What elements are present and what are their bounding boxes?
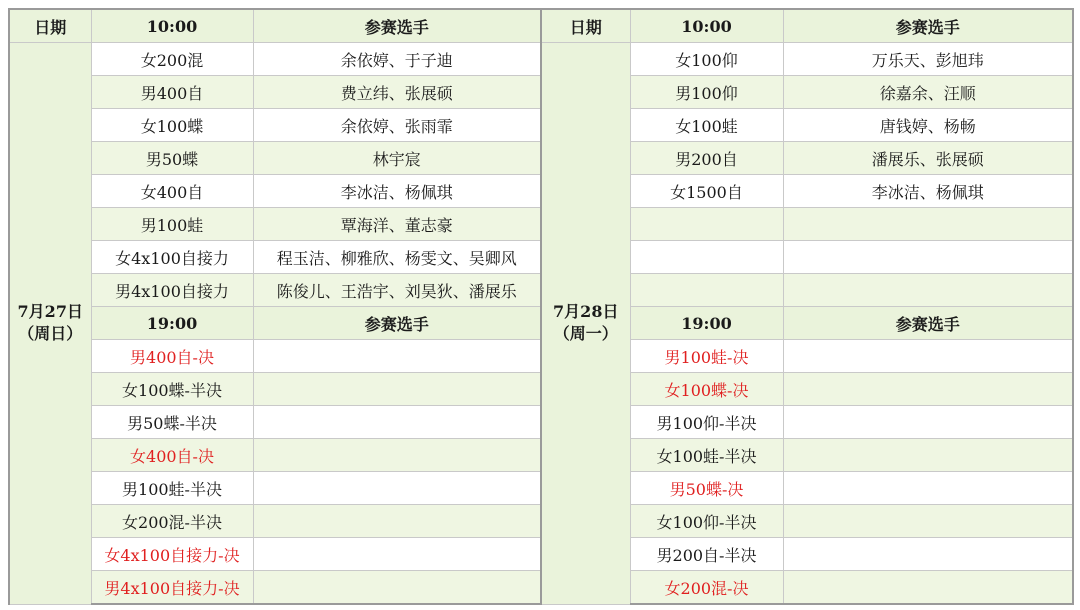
weekday-label: （周日） — [18, 324, 83, 344]
athletes-cell — [253, 571, 541, 605]
event-cell: 女100蛙-半决 — [630, 439, 783, 472]
athletes-cell: 费立纬、张展硕 — [253, 76, 541, 109]
athletes-cell — [783, 571, 1073, 605]
date-header: 日期 — [9, 9, 91, 43]
athletes-cell — [783, 406, 1073, 439]
date-cell — [541, 43, 630, 605]
event-cell: 女200混-半决 — [91, 505, 253, 538]
evening-time-header: 19:00 — [91, 307, 253, 340]
athletes-cell — [783, 340, 1073, 373]
athletes-cell — [253, 538, 541, 571]
event-cell: 男400自-决 — [91, 340, 253, 373]
schedule-body — [9, 9, 1073, 604]
athletes-cell: 李冰洁、杨佩琪 — [253, 175, 541, 208]
date-label: 7月28日 — [553, 302, 619, 322]
event-cell: 男4x100自接力 — [91, 274, 253, 307]
athletes-header: 参赛选手 — [253, 307, 541, 340]
athletes-cell — [783, 538, 1073, 571]
date-label: 7月27日 — [17, 302, 83, 322]
athletes-cell — [253, 439, 541, 472]
athletes-cell: 李冰洁、杨佩琪 — [783, 175, 1073, 208]
morning-time-header: 10:00 — [630, 9, 783, 43]
athletes-cell — [253, 340, 541, 373]
date-header: 日期 — [541, 9, 630, 43]
event-cell: 男50蝶 — [91, 142, 253, 175]
athletes-header: 参赛选手 — [253, 9, 541, 43]
event-cell: 女400自 — [91, 175, 253, 208]
athletes-cell — [783, 241, 1073, 274]
event-cell: 男200自 — [630, 142, 783, 175]
event-cell: 女100蛙 — [630, 109, 783, 142]
event-cell: 女1500自 — [630, 175, 783, 208]
event-cell: 男100蛙-半决 — [91, 472, 253, 505]
athletes-cell — [783, 373, 1073, 406]
athletes-cell — [783, 274, 1073, 307]
athletes-cell — [253, 373, 541, 406]
date-cell — [9, 43, 91, 605]
athletes-cell — [253, 505, 541, 538]
athletes-header: 参赛选手 — [783, 307, 1073, 340]
event-cell: 女200混 — [91, 43, 253, 76]
morning-time-header: 10:00 — [91, 9, 253, 43]
athletes-header: 参赛选手 — [783, 9, 1073, 43]
event-cell: 男100仰-半决 — [630, 406, 783, 439]
event-cell: 女100蝶-决 — [630, 373, 783, 406]
evening-time-header: 19:00 — [630, 307, 783, 340]
schedule-table — [8, 8, 1074, 605]
event-cell: 女100蝶-半决 — [91, 373, 253, 406]
athletes-cell — [783, 472, 1073, 505]
athletes-cell: 林宇宸 — [253, 142, 541, 175]
event-cell: 男100蛙-决 — [630, 340, 783, 373]
event-cell: 男100仰 — [630, 76, 783, 109]
athletes-cell: 覃海洋、董志豪 — [253, 208, 541, 241]
athletes-cell: 余依婷、于子迪 — [253, 43, 541, 76]
event-cell: 男400自 — [91, 76, 253, 109]
header-row — [9, 9, 1073, 43]
event-cell: 男50蝶-决 — [630, 472, 783, 505]
event-cell: 男100蛙 — [91, 208, 253, 241]
event-cell — [630, 208, 783, 241]
athletes-cell — [253, 406, 541, 439]
athletes-cell — [783, 439, 1073, 472]
athletes-cell — [253, 472, 541, 505]
event-cell: 男50蝶-半决 — [91, 406, 253, 439]
athletes-cell: 程玉洁、柳雅欣、杨雯文、吴卿风 — [253, 241, 541, 274]
event-cell: 女100仰 — [630, 43, 783, 76]
event-cell: 女200混-决 — [630, 571, 783, 605]
event-cell: 女400自-决 — [91, 439, 253, 472]
weekday-label: （周一） — [553, 324, 618, 344]
athletes-cell: 陈俊儿、王浩宇、刘昊狄、潘展乐 — [253, 274, 541, 307]
athletes-cell — [783, 208, 1073, 241]
event-cell: 男200自-半决 — [630, 538, 783, 571]
event-cell: 女100仰-半决 — [630, 505, 783, 538]
event-cell — [630, 241, 783, 274]
event-cell: 女4x100自接力-决 — [91, 538, 253, 571]
schedule-row — [9, 43, 1073, 76]
event-cell — [630, 274, 783, 307]
athletes-cell: 徐嘉余、汪顺 — [783, 76, 1073, 109]
athletes-cell: 潘展乐、张展硕 — [783, 142, 1073, 175]
event-cell: 女100蝶 — [91, 109, 253, 142]
athletes-cell: 万乐天、彭旭玮 — [783, 43, 1073, 76]
event-cell: 女4x100自接力 — [91, 241, 253, 274]
event-cell: 男4x100自接力-决 — [91, 571, 253, 605]
athletes-cell: 唐钱婷、杨畅 — [783, 109, 1073, 142]
athletes-cell: 余依婷、张雨霏 — [253, 109, 541, 142]
athletes-cell — [783, 505, 1073, 538]
